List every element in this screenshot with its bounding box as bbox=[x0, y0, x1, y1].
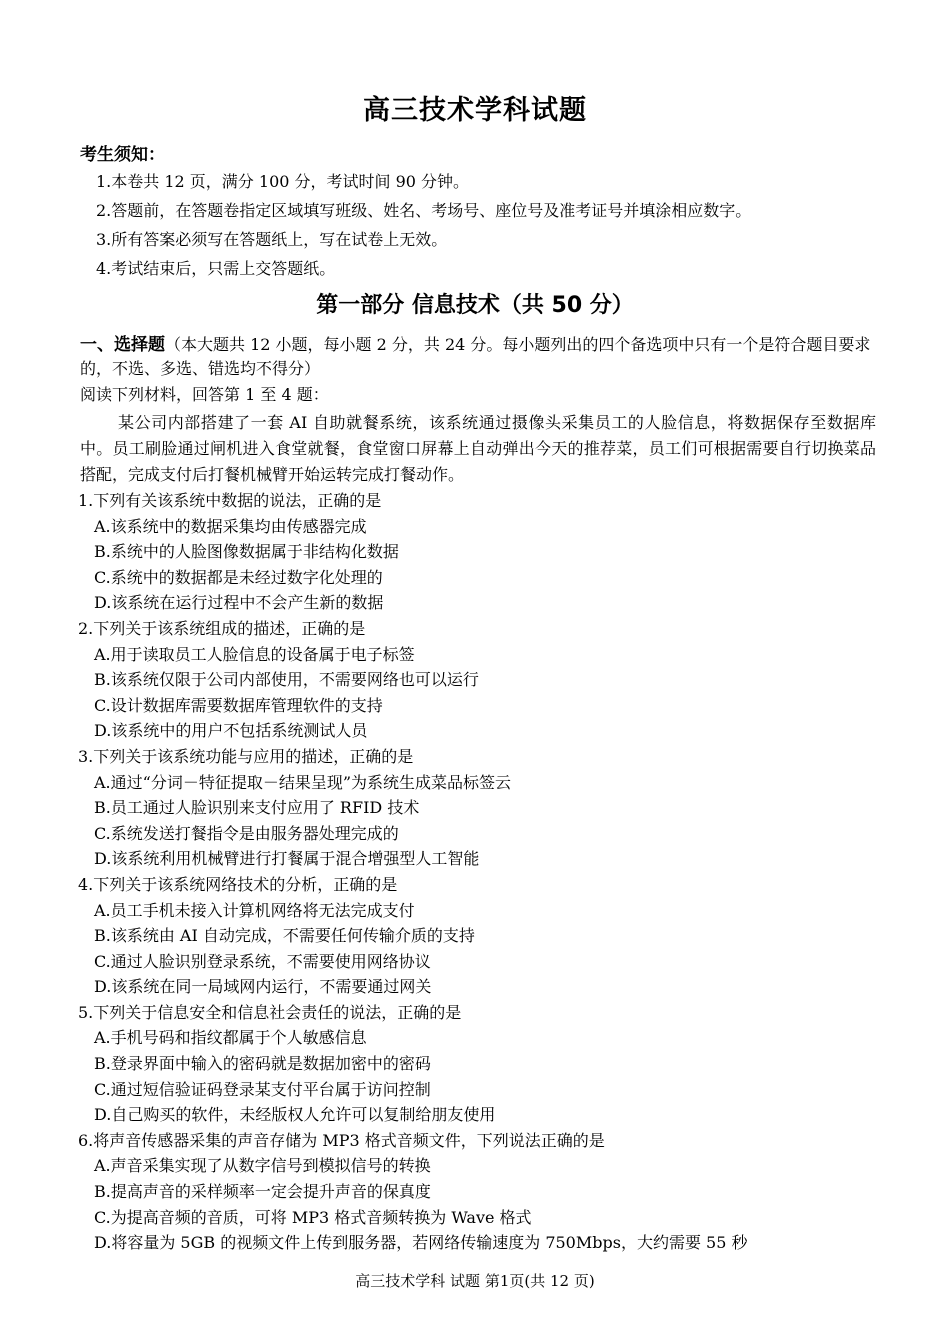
question-option: C.系统中的数据都是未经过数字化处理的 bbox=[94, 567, 383, 587]
read-instruction: 阅读下列材料，回答第 1 至 4 题： bbox=[80, 385, 329, 404]
question-list bbox=[78, 488, 898, 1256]
question-stem: 3.下列关于该系统功能与应用的描述，正确的是 bbox=[78, 746, 414, 766]
question bbox=[78, 488, 898, 616]
section-description: （本大题共 12 小题，每小题 2 分，共 24 分。每小题列出的四个备选项中只有一个是符合题目要求的，不选、多选、错选均不得分） bbox=[80, 335, 871, 378]
question-option: D.自己购买的软件，未经版权人允许可以复制给朋友使用 bbox=[94, 1105, 496, 1125]
question-option: A.手机号码和指纹都属于个人敏感信息 bbox=[94, 1028, 367, 1048]
question-stem: 2.下列关于该系统组成的描述，正确的是 bbox=[78, 618, 366, 638]
question-option: D.该系统中的用户不包括系统测试人员 bbox=[94, 721, 368, 741]
question-option: A.声音采集实现了从数字信号到模拟信号的转换 bbox=[94, 1156, 431, 1176]
question-option: C.通过短信验证码登录某支付平台属于访问控制 bbox=[94, 1079, 431, 1099]
question-option: D.该系统利用机械臂进行打餐属于混合增强型人工智能 bbox=[94, 849, 480, 869]
part-heading: 第一部分 信息技术（共 50 分） bbox=[316, 293, 634, 318]
notice-item: 3.所有答案必须写在答题纸上，写在试卷上无效。 bbox=[96, 230, 448, 249]
question bbox=[78, 1000, 898, 1128]
question-option: A.用于读取员工人脸信息的设备属于电子标签 bbox=[94, 644, 415, 664]
question-option: D.该系统在同一局域网内运行，不需要通过网关 bbox=[94, 977, 432, 997]
question-option: D.该系统在运行过程中不会产生新的数据 bbox=[94, 593, 384, 613]
question-option: B.该系统仅限于公司内部使用，不需要网络也可以运行 bbox=[94, 670, 479, 690]
question-option: C.设计数据库需要数据库管理软件的支持 bbox=[94, 695, 383, 715]
notice-list bbox=[96, 167, 916, 283]
question bbox=[78, 1128, 898, 1256]
question bbox=[78, 616, 898, 744]
section-intro bbox=[80, 333, 880, 381]
question-option: A.该系统中的数据采集均由传感器完成 bbox=[94, 516, 367, 536]
notice-item: 2.答题前，在答题卷指定区域填写班级、姓名、考场号、座位号及准考证号并填涂相应数字。 bbox=[96, 201, 752, 220]
page-title: 高三技术学科试题 bbox=[363, 95, 587, 126]
question-option: B.员工通过人脸识别来支付应用了 RFID 技术 bbox=[94, 798, 420, 818]
notice-item: 4.考试结束后，只需上交答题纸。 bbox=[96, 259, 336, 278]
question-option: C.为提高音频的音质，可将 MP3 格式音频转换为 Wave 格式 bbox=[94, 1207, 532, 1227]
question-option: A.通过“分词－特征提取－结果呈现”为系统生成菜品标签云 bbox=[94, 772, 512, 792]
question-option: D.将容量为 5GB 的视频文件上传到服务器，若网络传输速度为 750Mbps，大约需要 55 秒 bbox=[94, 1233, 748, 1253]
question-option: C.通过人脸识别登录系统，不需要使用网络协议 bbox=[94, 951, 431, 971]
question-option: B.系统中的人脸图像数据属于非结构化数据 bbox=[94, 542, 399, 562]
question-option: C.系统发送打餐指令是由服务器处理完成的 bbox=[94, 823, 399, 843]
question-stem: 5.下列关于信息安全和信息社会责任的说法，正确的是 bbox=[78, 1002, 462, 1022]
notice-heading: 考生须知： bbox=[80, 145, 165, 165]
reading-material: 某公司内部搭建了一套 AI 自助就餐系统，该系统通过摄像头采集员工的人脸信息，将数据保存至数据库中。员工刷脸通过闸机进入食堂就餐，食堂窗口屏幕上自动弹出今天的推荐菜，员工们可根据需要自行切换菜品搭配，完成支付后打餐机械臂开始运转完成打餐动作。 bbox=[80, 413, 876, 484]
question-option: B.登录界面中输入的密码就是数据加密中的密码 bbox=[94, 1054, 431, 1074]
section-title: 一、选择题 bbox=[80, 335, 165, 355]
notice-item: 1.本卷共 12 页，满分 100 分，考试时间 90 分钟。 bbox=[96, 172, 470, 191]
question-option: B.该系统由 AI 自动完成，不需要任何传输介质的支持 bbox=[94, 926, 475, 946]
question-stem: 6.将声音传感器采集的声音存储为 MP3 格式音频文件，下列说法正确的是 bbox=[78, 1130, 605, 1150]
question bbox=[78, 872, 898, 1000]
question-stem: 1.下列有关该系统中数据的说法，正确的是 bbox=[78, 491, 382, 510]
page-footer: 高三技术学科 试题 第1页(共 12 页) bbox=[355, 1272, 595, 1290]
question-option: A.员工手机未接入计算机网络将无法完成支付 bbox=[94, 900, 415, 920]
question-option: B.提高声音的采样频率一定会提升声音的保真度 bbox=[94, 1182, 431, 1202]
question-stem: 4.下列关于该系统网络技术的分析，正确的是 bbox=[78, 874, 398, 894]
question bbox=[78, 744, 898, 872]
